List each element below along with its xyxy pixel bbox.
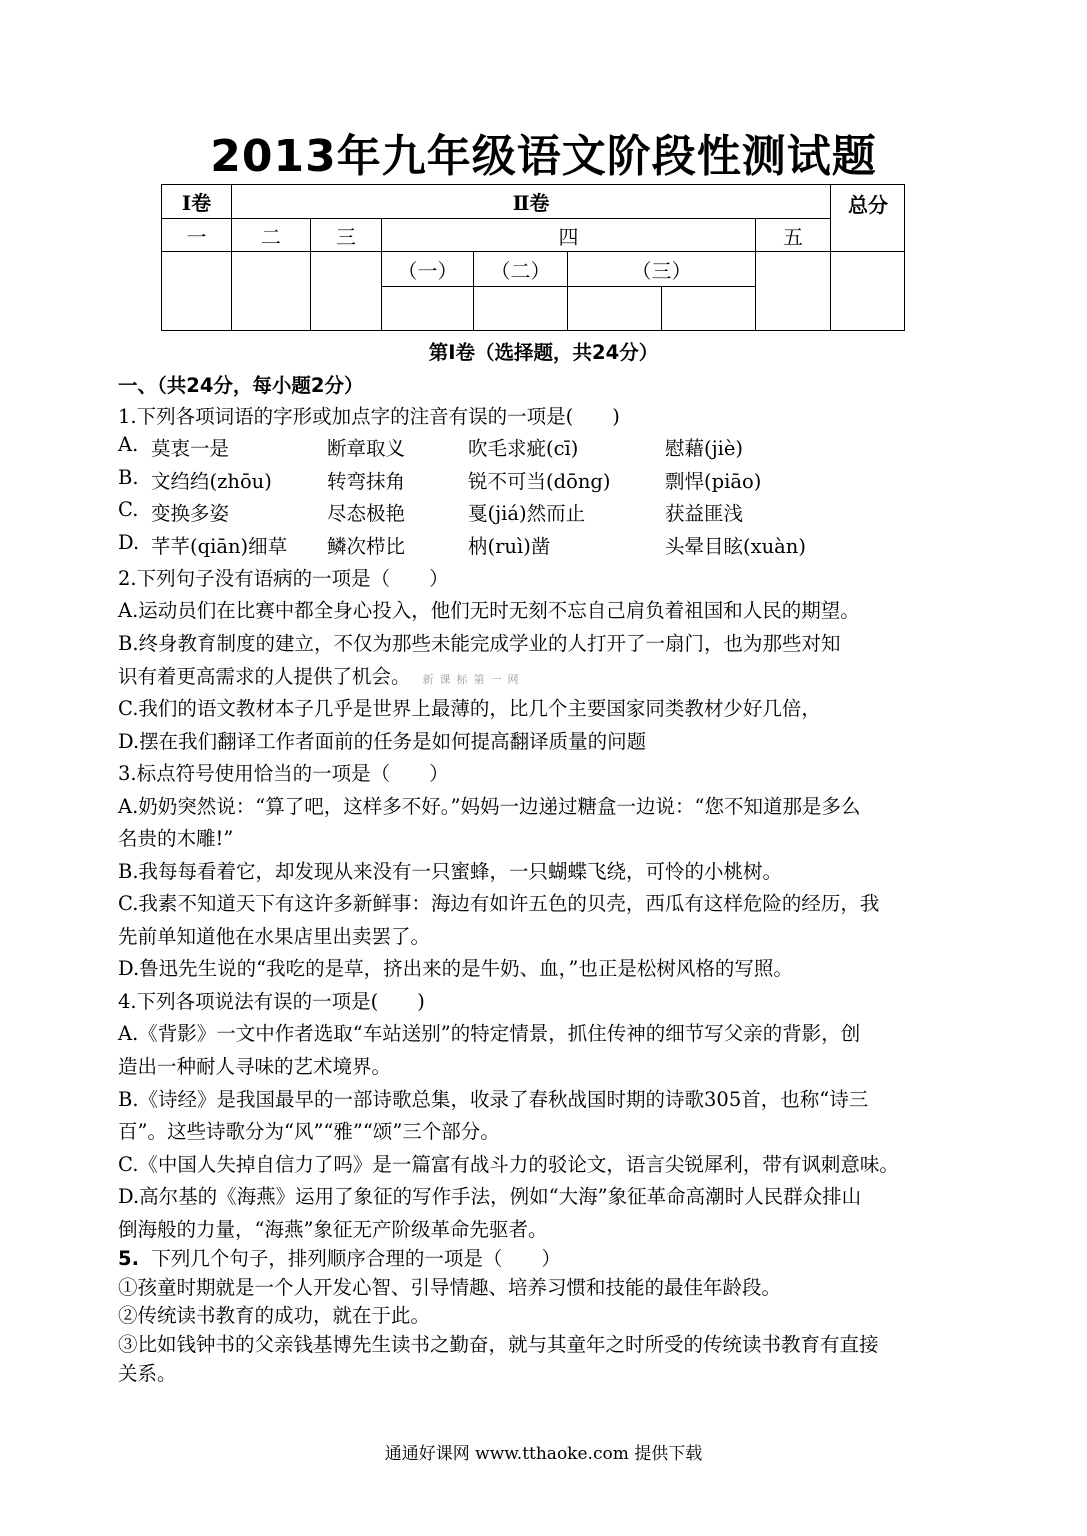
vol2-header: Ⅱ卷	[232, 185, 831, 219]
score-cell-4-3b	[662, 286, 756, 330]
option-item: 吹毛求疵(cī)	[468, 437, 579, 460]
option-item: 锐不可当(dōng)	[468, 470, 611, 493]
q5-sentence-3-cont: 关系。	[118, 1362, 177, 1385]
q4-option-a-cont: 造出一种耐人寻味的艺术境界。	[118, 1055, 392, 1078]
footer: 通通好课网 www.tthaoke.com 提供下载	[384, 1444, 703, 1464]
q2-option-a: A.运动员们在比赛中都全身心投入，他们无时无刻不忘自己肩负着祖国和人民的期望。	[118, 599, 860, 622]
section-4-header: 四	[382, 219, 756, 252]
q4-option-a: A.《背影》一文中作者选取“车站送别”的特定情景，抓住传神的细节写父亲的背影，创	[118, 1022, 861, 1045]
score-cell-3	[311, 252, 382, 331]
section-1-header: 一	[162, 219, 232, 252]
page-title: 2013年九年级语文阶段性测试题	[210, 131, 877, 182]
score-table	[161, 184, 905, 331]
subsection-1-header: （一）	[382, 252, 474, 286]
q4-option-d-cont: 倒海般的力量，“海燕”象征无产阶级革命先驱者。	[118, 1218, 548, 1241]
option-item: 尽态极艳	[327, 502, 406, 525]
q2-option-b: B.终身教育制度的建立，不仅为那些未能完成学业的人打开了一扇门，也为那些对知	[118, 632, 841, 655]
q1-stem: 1.下列各项词语的字形或加点字的注音有误的一项是( )	[118, 405, 620, 428]
option-item: 枘(ruì)凿	[468, 535, 551, 558]
q5-sentence-3: ③比如钱钟书的父亲钱基博先生读书之勤奋，就与其童年之时所受的传统读书教育有直接	[118, 1333, 879, 1356]
subsection-3-header: （三）	[568, 252, 756, 286]
option-label: A.	[118, 433, 139, 456]
q4-option-c: C.《中国人失掉自信力了吗》是一篇富有战斗力的驳论文，语言尖锐犀利，带有讽刺意味。	[118, 1153, 899, 1176]
section1-heading: 一、（共24分，每小题2分）	[118, 374, 364, 397]
q5-sentence-2: ②传统读书教育的成功，就在于此。	[118, 1304, 431, 1327]
score-cell-total	[831, 252, 905, 331]
q3-option-b: B.我每每看着它，却发现从来没有一只蜜蜂，一只蝴蝶飞绕，可怜的小桃树。	[118, 860, 783, 883]
q2-option-b-text: 识有着更高需求的人提供了机会。	[118, 665, 411, 688]
option-item: 断章取义	[327, 437, 406, 460]
score-cell-4-1	[382, 286, 474, 330]
option-item: 剽悍(piāo)	[665, 470, 762, 493]
q2-option-c: C.我们的语文教材本子几乎是世界上最薄的，比几个主要国家同类教材少好几倍，	[118, 697, 821, 720]
option-item: 戛(jiá)然而止	[468, 502, 586, 525]
q4-option-b: B.《诗经》是我国最早的一部诗歌总集，收录了春秋战国时期的诗歌305首，也称“诗三	[118, 1088, 869, 1111]
score-cell-5	[756, 252, 831, 331]
total-header: 总分	[831, 185, 905, 252]
vol1-header: Ⅰ卷	[162, 185, 232, 219]
q3-option-a: A.奶奶突然说：“算了吧，这样多不好。”妈妈一边递过糖盒一边说：“您不知道那是多么	[118, 795, 861, 818]
q4-stem: 4.下列各项说法有误的一项是( )	[118, 990, 425, 1013]
option-label: D.	[118, 531, 140, 554]
part1-heading: 第Ⅰ卷（选择题，共24分）	[428, 341, 659, 364]
score-cell-4-3a	[568, 286, 662, 330]
q2-stem: 2.下列句子没有语病的一项是（ ）	[118, 567, 449, 590]
option-item: 文绉绉(zhōu)	[151, 470, 272, 493]
section-5-header: 五	[756, 219, 831, 252]
option-item: 变换多姿	[151, 502, 230, 525]
option-item: 芊芊(qiān)细草	[151, 535, 288, 558]
option-label: B.	[118, 466, 139, 489]
q3-stem: 3.标点符号使用恰当的一项是（ ）	[118, 762, 449, 785]
q5-sentence-1: ①孩童时期就是一个人开发心智、引导情趣、培养习惯和技能的最佳年龄段。	[118, 1276, 782, 1299]
section-2-header: 二	[232, 219, 311, 252]
score-cell-4-2	[474, 286, 568, 330]
q3-option-c-cont: 先前单知道他在水果店里出卖罢了。	[118, 925, 431, 948]
q2-option-d: D.摆在我们翻译工作者面前的任务是如何提高翻译质量的问题	[118, 730, 647, 753]
score-cell-1	[162, 252, 232, 331]
option-label: C.	[118, 498, 139, 521]
score-cell-2	[232, 252, 311, 331]
q5-stem: 下列几个句子，排列顺序合理的一项是（ ）	[151, 1247, 561, 1270]
subsection-2-header: （二）	[474, 252, 568, 286]
watermark-text: 新课标第一网	[422, 673, 525, 686]
option-item: 转弯抹角	[327, 470, 406, 493]
option-item: 鳞次栉比	[327, 535, 406, 558]
q3-option-c: C.我素不知道天下有这许多新鲜事：海边有如许五色的贝壳，西瓜有这样危险的经历，我	[118, 892, 880, 915]
q5-stem-line	[118, 1243, 561, 1271]
option-item: 头晕目眩(xuàn)	[665, 535, 806, 558]
q4-option-d: D.高尔基的《海燕》运用了象征的写作手法，例如“大海”象征革命高潮时人民群众排山	[118, 1185, 862, 1208]
section-3-header: 三	[311, 219, 382, 252]
q3-option-a-cont: 名贵的木雕!”	[118, 827, 234, 850]
option-item: 莫衷一是	[151, 437, 230, 460]
q3-option-d: D.鲁迅先生说的“我吃的是草，挤出来的是牛奶、血，”也正是松树风格的写照。	[118, 957, 793, 980]
option-item: 获益匪浅	[665, 502, 744, 525]
q2-option-b-cont	[118, 661, 525, 689]
q4-option-b-cont: 百”。这些诗歌分为“风”“雅”“颂”三个部分。	[118, 1120, 500, 1143]
option-item: 慰藉(jiè)	[665, 437, 744, 460]
q5-number: 5.	[118, 1247, 139, 1270]
